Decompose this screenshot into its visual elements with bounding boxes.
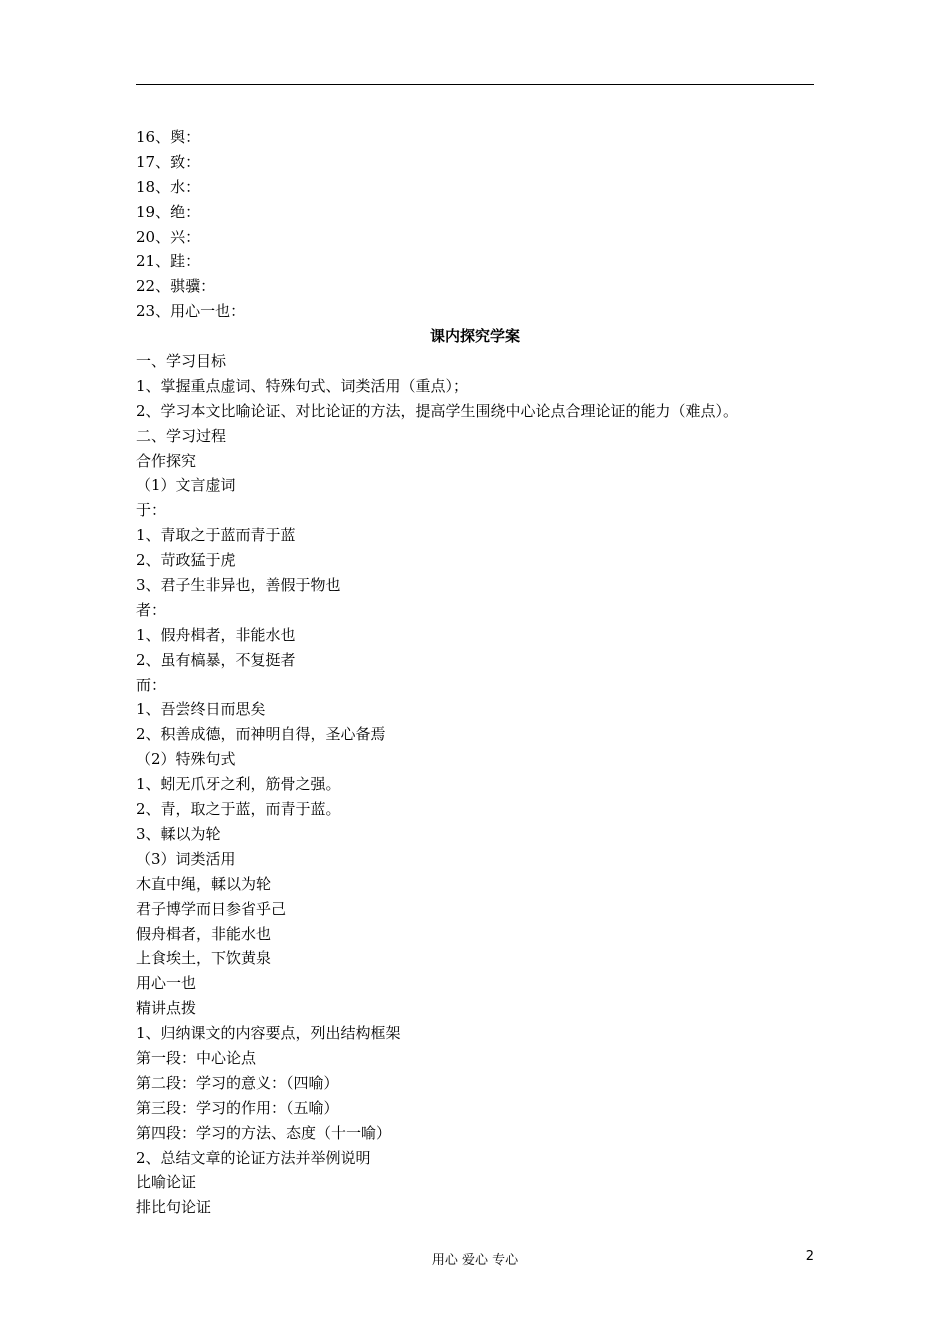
sentence-example-1: 1、蚓无爪牙之利，筋骨之强。 [136,775,341,794]
function-words-heading: （1）文言虚词 [136,476,236,495]
document-body [136,125,826,1220]
vocab-item-22: 22、骐骥： [136,277,216,296]
learning-process-heading: 二、学习过程 [136,426,227,445]
paragraph-3-summary: 第三段：学习的作用：（五喻） [136,1098,339,1117]
footer-motto: 用心 爱心 专心 [431,1253,519,1268]
special-sentences-heading: （2）特殊句式 [136,750,236,769]
key-point-1: 1、归纳课文的内容要点，列出结构框架 [136,1024,401,1043]
header-rule [136,84,814,85]
vocab-item-18: 18、水： [136,177,201,196]
section-title: 课内探究学案 [429,327,520,346]
yu-example-2: 2、苛政猛于虎 [136,551,236,570]
word-zhe-label: 者： [136,600,167,619]
er-example-2: 2、积善成德，而神明自得，圣心备焉 [136,725,386,744]
word-class-example-2: 君子博学而日参省乎己 [136,899,287,918]
vocab-item-16: 16、舆： [136,128,201,146]
word-er-label: 而： [136,675,167,694]
paragraph-1-summary: 第一段：中心论点 [136,1048,257,1067]
goal-item-2: 2、学习本文比喻论证、对比论证的方法，提高学生围绕中心论点合理论证的能力（难点）。 [136,401,739,420]
paragraph-4-summary: 第四段：学习的方法、态度（十一喻） [136,1123,392,1142]
yu-example-3: 3、君子生非异也，善假于物也 [136,576,341,595]
word-class-example-4: 上食埃土，下饮黄泉 [136,949,272,968]
metaphor-argument: 比喻论证 [136,1173,197,1192]
paragraph-2-summary: 第二段：学习的意义：（四喻） [136,1073,339,1092]
word-class-heading: （3）词类活用 [136,849,236,868]
key-points-heading: 精讲点拨 [136,999,197,1018]
yu-example-1: 1、青取之于蓝而青于蓝 [136,526,296,545]
goal-item-1: 1、掌握重点虚词、特殊句式、词类活用（重点）； [136,376,469,395]
er-example-1: 1、吾尝终日而思矣 [136,700,266,719]
word-class-example-3: 假舟楫者，非能水也 [136,924,272,943]
sentence-example-3: 3、輮以为轮 [136,824,221,843]
zhe-example-2: 2、虽有槁暴，不复挺者 [136,650,296,669]
sentence-example-2: 2、青，取之于蓝，而青于蓝。 [136,800,341,819]
parallelism-argument: 排比句论证 [136,1198,212,1217]
cooperative-inquiry-heading: 合作探究 [136,451,197,470]
vocab-item-23: 23、用心一也： [136,302,246,321]
word-class-example-5: 用心一也 [136,974,197,993]
learning-goals-heading: 一、学习目标 [136,352,227,371]
zhe-example-1: 1、假舟楫者，非能水也 [136,625,296,644]
vocab-item-17: 17、致： [136,152,201,171]
page-number: 2 [805,1249,814,1264]
vocab-item-21: 21、跬： [136,252,201,271]
word-class-example-1: 木直中绳，輮以为轮 [136,874,272,893]
word-yu-label: 于： [136,501,167,520]
vocab-item-20: 20、兴： [136,227,201,246]
vocab-item-19: 19、绝： [136,202,201,221]
key-point-2: 2、总结文章的论证方法并举例说明 [136,1148,371,1167]
